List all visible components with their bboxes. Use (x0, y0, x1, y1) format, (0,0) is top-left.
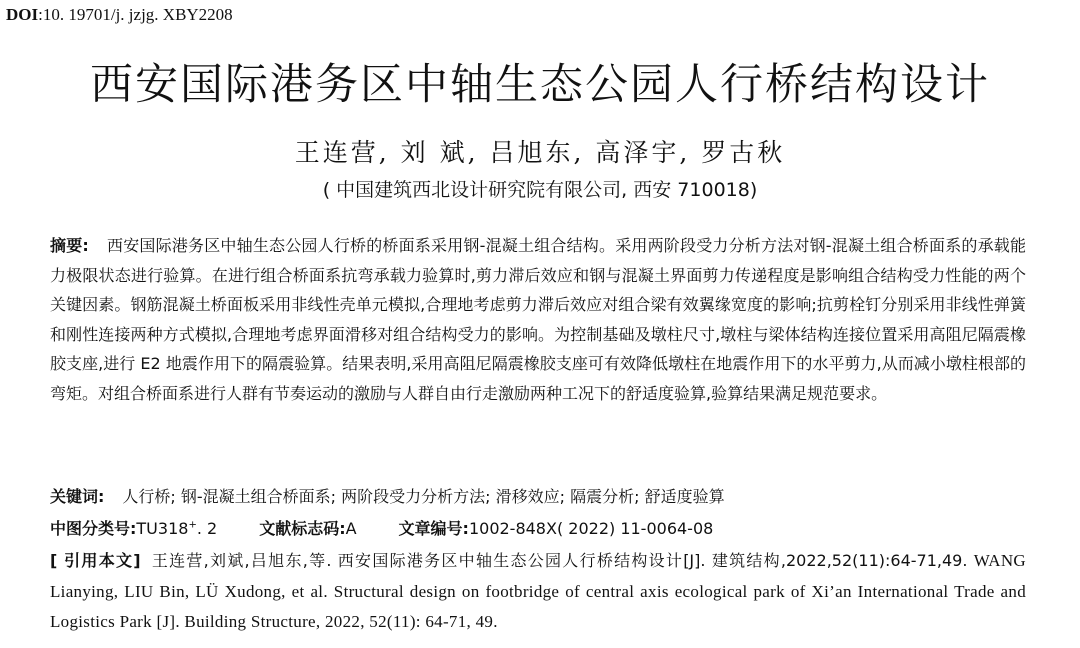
doc-code-field (259, 519, 356, 538)
clc-label: 中图分类号: (50, 519, 137, 538)
citation-label: [ 引用本文] (50, 551, 141, 570)
article-number-value: 1002-848X( 2022) 11-0064-08 (468, 519, 714, 538)
citation (50, 546, 1026, 638)
doi-value: :10. 19701/j. jzjg. XBY2208 (38, 5, 233, 24)
paper-title: 西安国际港务区中轴生态公园人行桥结构设计 (90, 60, 990, 110)
abstract-label: 摘要: (50, 236, 89, 255)
keywords-label: 关键词: (50, 487, 105, 506)
affiliation: ( 中国建筑西北设计研究院有限公司, 西安 710018) (322, 179, 758, 201)
article-number-label: 文章编号: (398, 519, 469, 538)
doi-label: DOI (6, 5, 39, 24)
author-list: 王连营, 刘 斌, 吕旭东, 高泽宇, 罗古秋 (294, 138, 786, 167)
classification-line (50, 514, 1026, 544)
doi-line (6, 4, 233, 26)
clc-value-tail: . 2 (196, 519, 218, 538)
article-number-field (399, 519, 714, 538)
keywords (50, 482, 1026, 512)
clc-value-sup: + (188, 519, 197, 531)
doc-code-value: A (345, 519, 357, 538)
citation-en: WANG Lianying, LIU Bin, LÜ Xudong, et al. Structural design on footbridge of central axis ecological park of Xi’an International Trade and Logistics Park [J]. Building Structure, 2022, 52(11): 64-71, 49. (50, 551, 1026, 631)
abstract (50, 231, 1026, 408)
clc-field (50, 519, 217, 538)
keywords-text: 人行桥; 钢-混凝土组合桥面系; 两阶段受力分析方法; 滑移效应; 隔震分析; 舒适度验算 (122, 487, 725, 506)
clc-value-main: TU318 (136, 519, 189, 538)
abstract-text: 西安国际港务区中轴生态公园人行桥的桥面系采用钢-混凝土组合结构。采用两阶段受力分析方法对钢-混凝土组合桥面系的承载能力极限状态进行验算。在进行组合桥面系抗弯承载力验算时,剪力滞后效应和钢与混凝土界面剪力传递程度是影响组合结构受力性能的两个关键因素。钢筋混凝土桥面板采用非线性壳单元模拟,合理地考虑剪力滞后效应对组合梁有效翼缘宽度的影响;抗剪栓钉分别采用非线性弹簧和刚性连接两种方式模拟,合理地考虑界面滑移对组合结构受力的影响。为控制基础及墩柱尺寸,墩柱与梁体结构连接位置采用高阻尼隔震橡胶支座,进行 E2 地震作用下的隔震验算。结果表明,采用高阻尼隔震橡胶支座可有效降低墩柱在地震作用下的水平剪力,从而减小墩柱根部的弯矩。对组合桥面系进行人群有节奏运动的激励与人群自由行走激励两种工况下的舒适度验算,验算结果满足规范要求。 (50, 236, 1026, 403)
doc-code-label: 文献标志码: (259, 519, 346, 538)
citation-zh: 王连营,刘斌,吕旭东,等. 西安国际港务区中轴生态公园人行桥结构设计[J]. 建筑结构,2022,52(11):64-71,49. (150, 551, 968, 570)
